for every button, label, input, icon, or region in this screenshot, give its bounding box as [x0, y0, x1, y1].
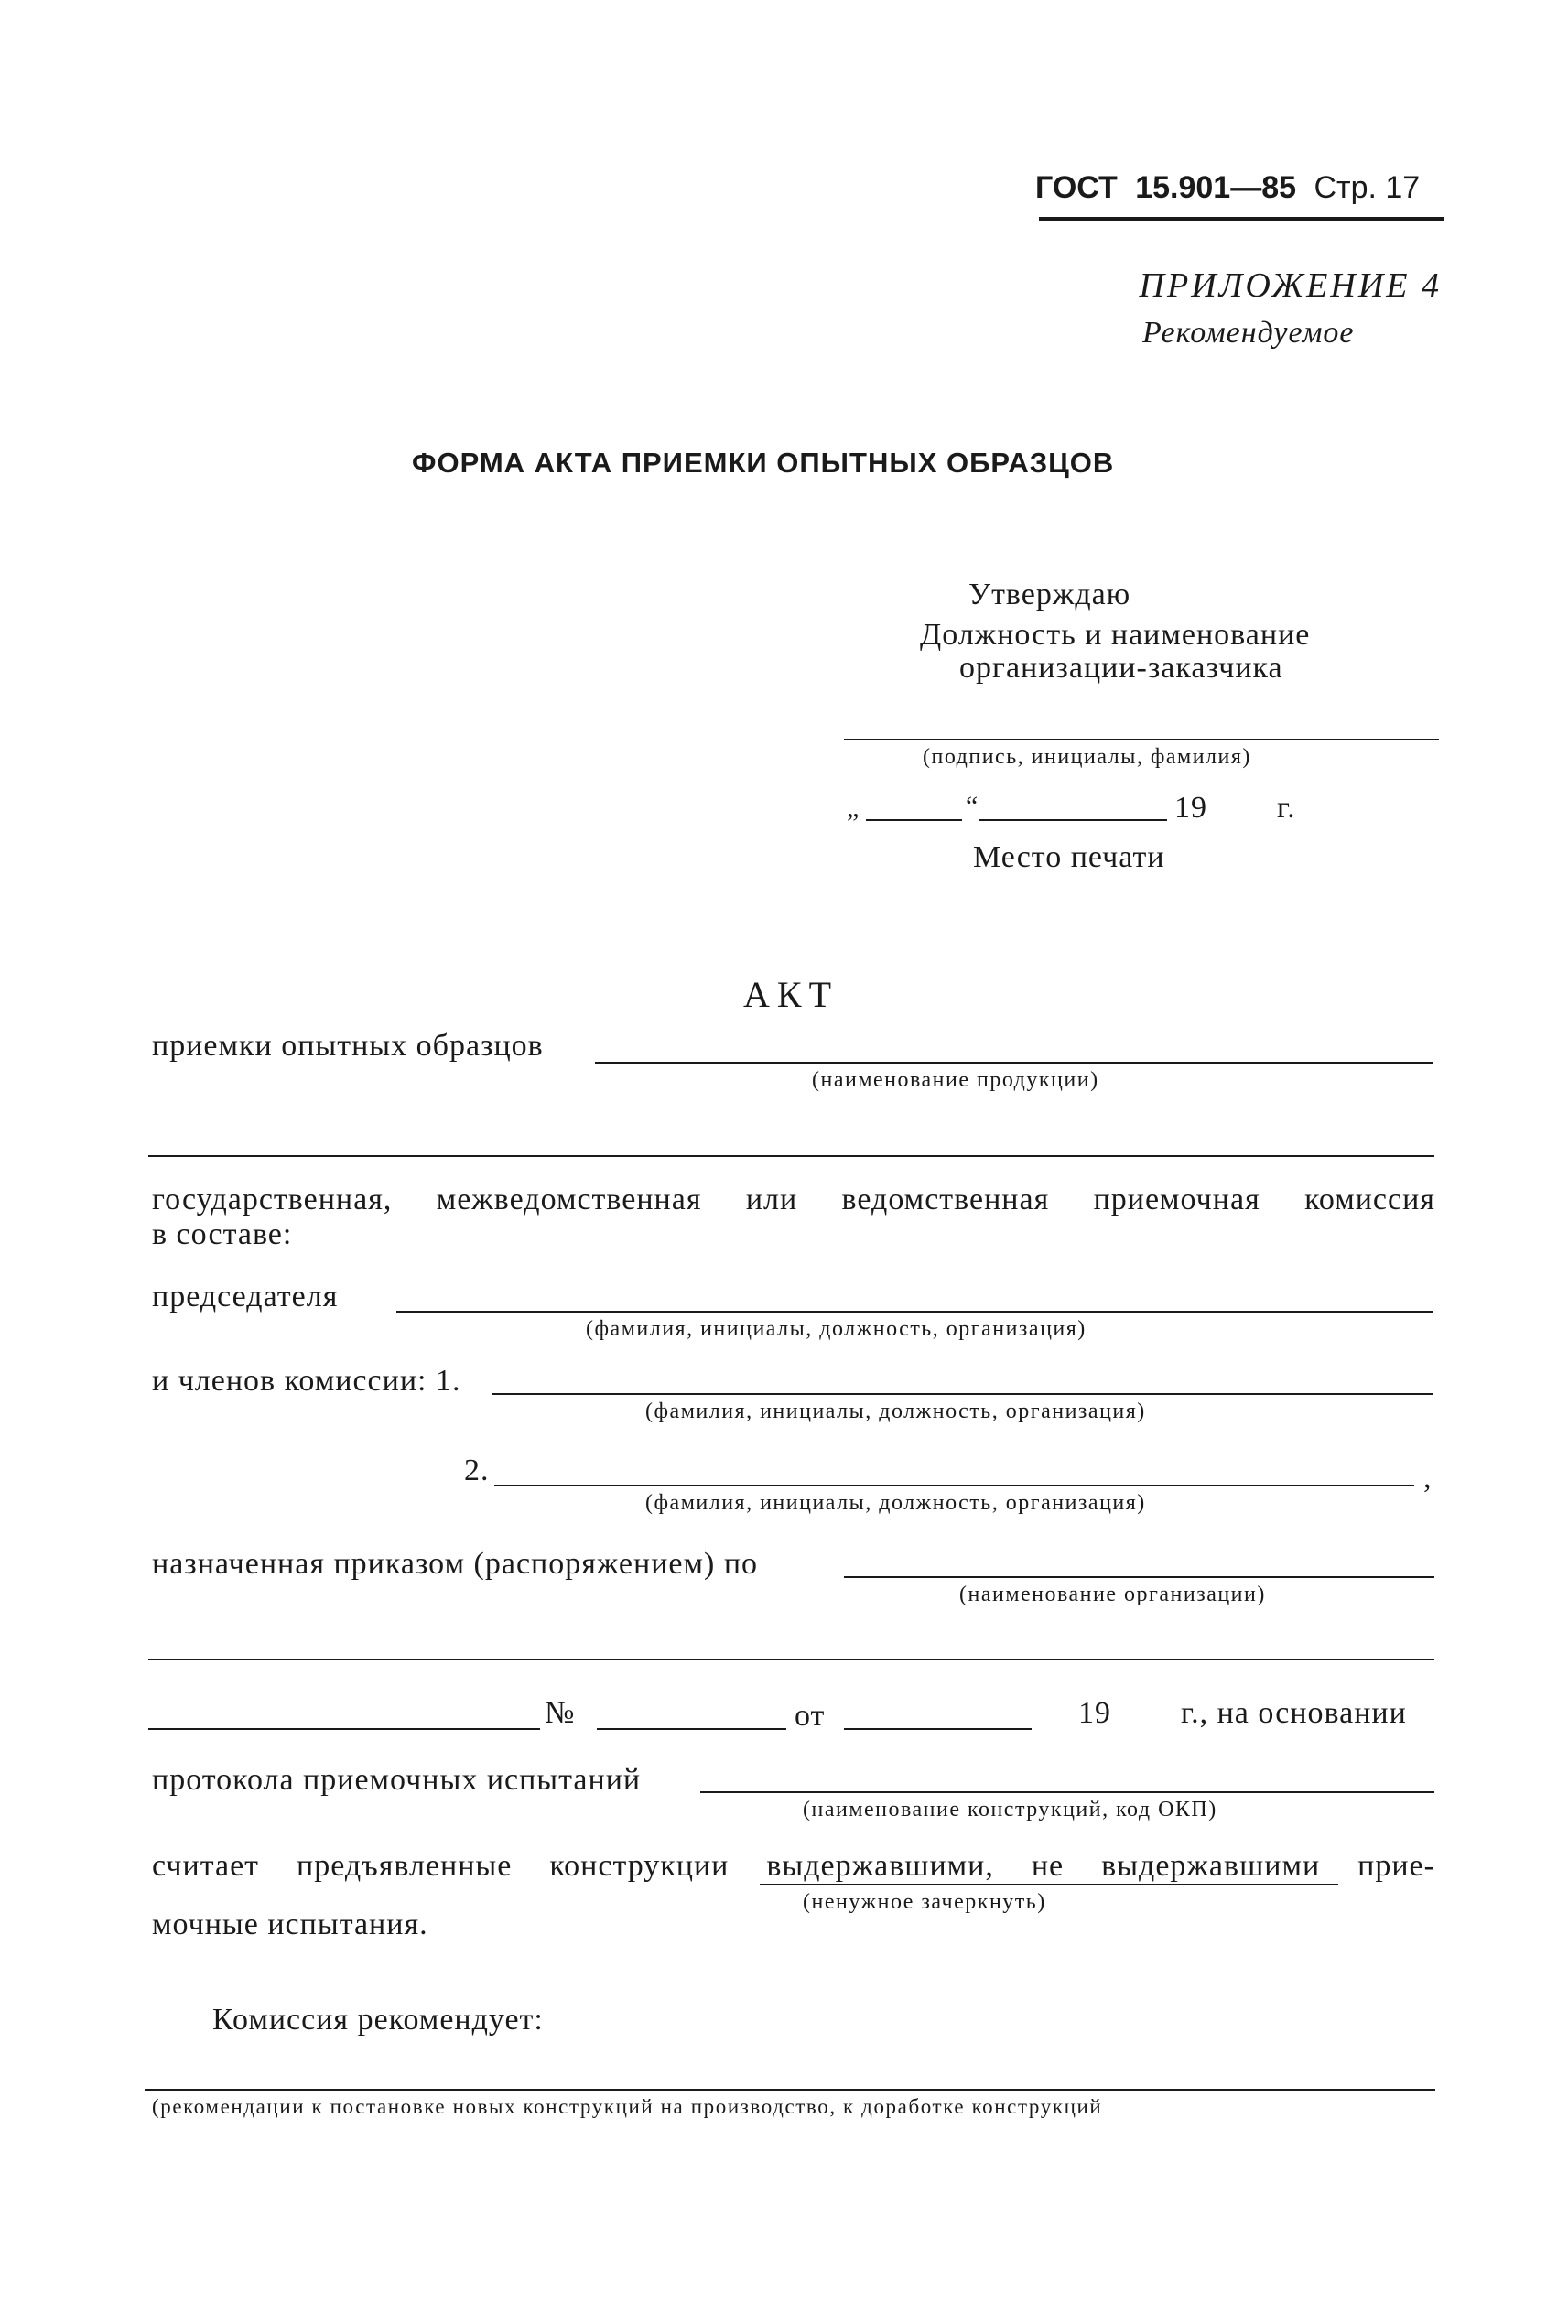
strike-caption: (ненужное зачеркнуть)	[803, 1890, 1046, 1914]
basis-label: г., на основании	[1181, 1696, 1407, 1730]
chairman-caption: (фамилия, инициалы, должность, организация)	[586, 1317, 1087, 1341]
header-rule	[1039, 217, 1444, 221]
recommend-caption: (рекомендации к постановке новых конструкций на производство, к доработке конструкций	[152, 2095, 1103, 2118]
product-line-2	[148, 1155, 1434, 1157]
recommend-line	[145, 2089, 1435, 2091]
commission-word: межведомственная	[436, 1183, 702, 1216]
considers-word: не	[1031, 1849, 1065, 1883]
appointed-label: назначенная приказом (распоряжением) по	[152, 1547, 759, 1581]
member-2-caption: (фамилия, инициалы, должность, организация)	[645, 1491, 1146, 1515]
protocol-line	[700, 1791, 1434, 1793]
number-sign: №	[545, 1696, 576, 1730]
chairman-label: председателя	[152, 1280, 339, 1313]
order-prefix-line	[148, 1728, 540, 1730]
commission-word: или	[745, 1183, 798, 1216]
page-label: Стр. 17	[1314, 170, 1421, 205]
appendix-subtitle: Рекомендуемое	[1142, 316, 1355, 350]
member-1-caption: (фамилия, инициалы, должность, организация)	[645, 1400, 1146, 1423]
organization-line-2	[148, 1659, 1434, 1660]
document-header	[1035, 170, 1420, 206]
recommends-label: Комиссия рекомендует:	[212, 2003, 544, 2037]
signature-line	[844, 739, 1439, 740]
order-number-line	[597, 1728, 786, 1730]
strike-underline	[760, 1884, 1338, 1885]
product-line	[595, 1062, 1433, 1064]
commission-word: ведомственная	[841, 1183, 1050, 1216]
acceptance-label: приемки опытных образцов	[152, 1029, 544, 1063]
chairman-line	[396, 1311, 1433, 1313]
approval-year-suffix: г.	[1277, 791, 1296, 825]
organization-caption: (наименование организации)	[959, 1583, 1266, 1606]
signature-caption: (подпись, инициалы, фамилия)	[923, 745, 1251, 769]
form-title: ФОРМА АКТА ПРИЕМКИ ОПЫТНЫХ ОБРАЗЦОВ	[412, 447, 1115, 479]
tests-end: мочные испытания.	[152, 1908, 428, 1941]
considers-word: прие-	[1357, 1849, 1435, 1883]
considers-word: выдержавшими	[1101, 1849, 1321, 1883]
member-1-line	[492, 1393, 1433, 1395]
members-label: и членов комиссии: 1.	[152, 1364, 461, 1398]
month-line	[979, 819, 1167, 821]
commission-word: приемочная	[1093, 1183, 1260, 1216]
member-2-number: 2.	[464, 1454, 490, 1487]
approve-label: Утверждаю	[968, 578, 1131, 611]
considers-word: считает	[152, 1849, 260, 1883]
commission-word: комиссия	[1304, 1183, 1435, 1216]
appendix-title: ПРИЛОЖЕНИЕ 4	[1139, 266, 1442, 305]
organization-line	[844, 1576, 1434, 1578]
gost-label: ГОСТ	[1035, 170, 1118, 205]
commission-line-1	[152, 1184, 1435, 1216]
commission-line-2: в составе:	[152, 1217, 293, 1251]
considers-line	[152, 1851, 1435, 1882]
considers-word: конструкции	[549, 1849, 730, 1883]
product-caption: (наименование продукции)	[812, 1068, 1099, 1092]
considers-word: выдержавшими,	[766, 1849, 994, 1883]
gost-number: 15.901—85	[1135, 170, 1297, 205]
position-line-1: Должность и наименование	[920, 618, 1311, 652]
day-line	[866, 819, 962, 821]
from-label: от	[795, 1699, 826, 1733]
order-year: 19	[1078, 1696, 1111, 1730]
quote-close: “	[966, 791, 979, 821]
considers-word: предъявленные	[297, 1849, 513, 1883]
protocol-label: протокола приемочных испытаний	[152, 1763, 642, 1797]
quote-open: „	[847, 793, 860, 823]
order-date-line	[844, 1728, 1032, 1730]
member-2-line	[494, 1485, 1414, 1486]
act-title: АКТ	[743, 974, 838, 1015]
position-line-2: организации-заказчика	[959, 651, 1283, 685]
seal-label: Место печати	[973, 840, 1165, 874]
design-caption: (наименование конструкций, код ОКП)	[803, 1798, 1217, 1821]
approval-year: 19	[1174, 791, 1207, 825]
member-2-comma: ,	[1423, 1461, 1433, 1495]
commission-word: государственная,	[152, 1183, 393, 1216]
